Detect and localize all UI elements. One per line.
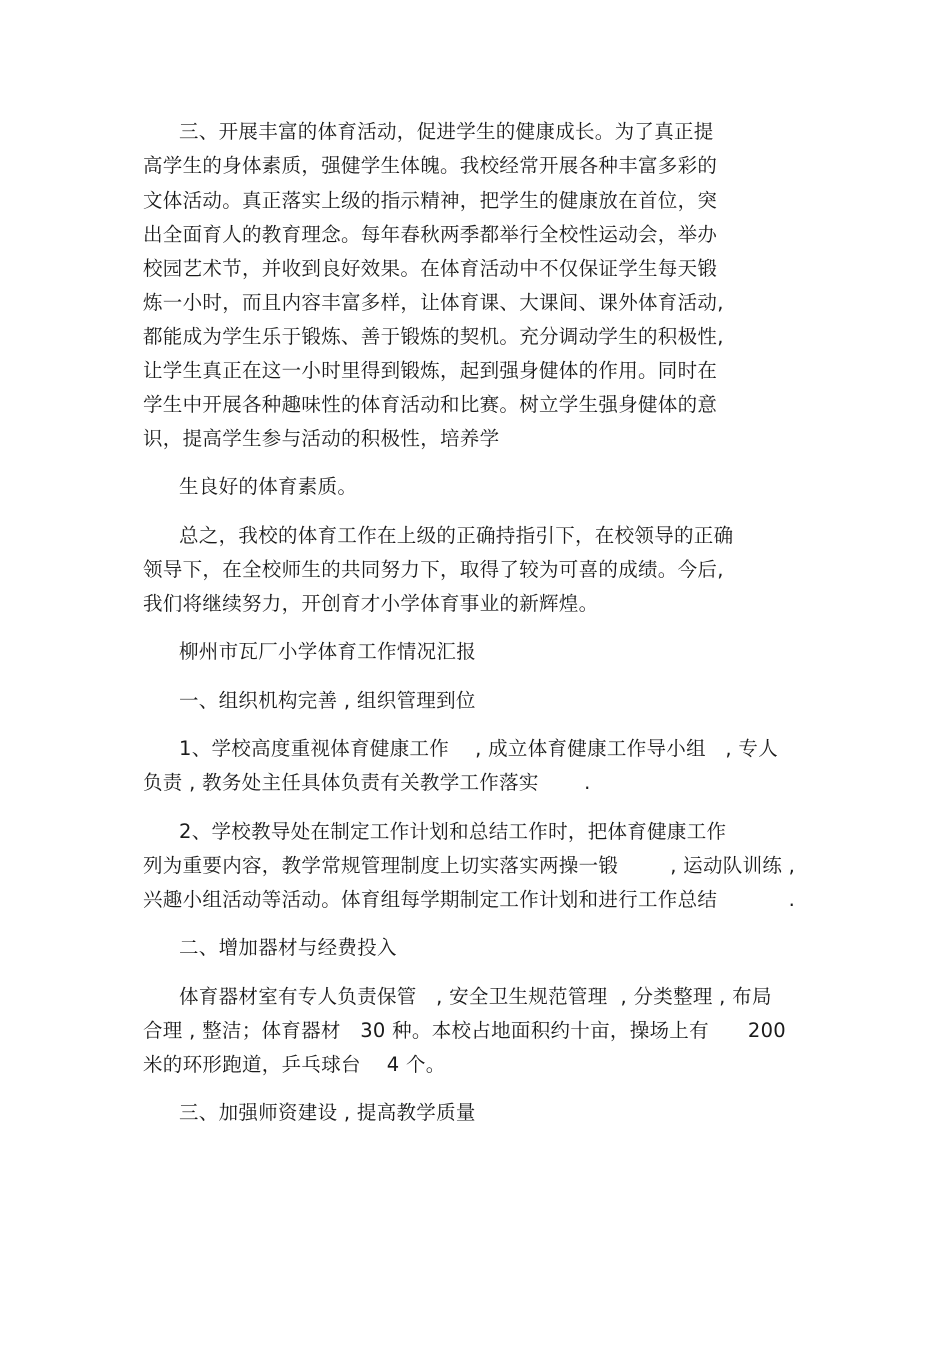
text-line: 领导下，在全校师生的共同努力下，取得了较为可喜的成绩。今后, bbox=[143, 558, 724, 581]
text-line: 高学生的身体素质，强健学生体魄。我校经常开展各种丰富多彩的 bbox=[143, 154, 718, 177]
text-line: 炼一小时，而且内容丰富多样，让体育课、大课间、课外体育活动, bbox=[143, 291, 724, 314]
text-line: 让学生真正在这一小时里得到锻炼，起到强身健体的作用。同时在 bbox=[143, 359, 718, 382]
text-line: 校园艺术节，并收到良好效果。在体育活动中不仅保证学生每天锻 bbox=[143, 257, 718, 280]
text-line: 兴趣小组活动等活动。体育组每学期制定工作计划和进行工作总结 . bbox=[143, 888, 796, 911]
text-line: 2、学校教导处在制定工作计划和总结工作时，把体育健康工作 bbox=[179, 820, 727, 843]
text-line: 我们将继续努力，开创育才小学体育事业的新辉煌。 bbox=[143, 592, 599, 615]
text-line: 合理 , 整洁；体育器材 30 种。本校占地面积约十亩，操场上有 200 bbox=[143, 1019, 787, 1042]
text-line: 学生中开展各种趣味性的体育活动和比赛。树立学生强身健体的意 bbox=[143, 393, 718, 416]
section-heading: 二、增加器材与经费投入 bbox=[179, 936, 397, 959]
text-line: 总之，我校的体育工作在上级的正确持指引下，在校领导的正确 bbox=[179, 524, 734, 547]
section-heading: 一、组织机构完善 , 组织管理到位 bbox=[179, 689, 476, 712]
text-line: 负责 , 教务处主任具体负责有关教学工作落实 . bbox=[143, 771, 591, 794]
text-line: 出全面育人的教育理念。每年春秋两季都举行全校性运动会，举办 bbox=[143, 223, 718, 246]
text-line: 文体活动。真正落实上级的指示精神，把学生的健康放在首位，突 bbox=[143, 189, 718, 212]
text-line: 生良好的体育素质。 bbox=[179, 475, 358, 498]
section-title: 柳州市瓦厂小学体育工作情况汇报 bbox=[179, 640, 477, 663]
text-line: 米的环形跑道，乒乓球台 4 个。 bbox=[143, 1053, 446, 1076]
text-line: 1、学校高度重视体育健康工作 , 成立体育健康工作导小组 , 专人 bbox=[179, 737, 778, 760]
text-line: 三、开展丰富的体育活动，促进学生的健康成长。为了真正提 bbox=[179, 120, 714, 143]
text-line: 都能成为学生乐于锻炼、善于锻炼的契机。充分调动学生的积极性, bbox=[143, 325, 724, 348]
text-line: 识，提高学生参与活动的积极性，培养学 bbox=[143, 427, 500, 450]
section-heading: 三、加强师资建设 , 提高教学质量 bbox=[179, 1101, 476, 1124]
text-line: 列为重要内容，教学常规管理制度上切实落实两操一锻 , 运动队训练 , bbox=[143, 854, 796, 877]
text-line: 体育器材室有专人负责保管 , 安全卫生规范管理 , 分类整理 , 布局 bbox=[179, 985, 772, 1008]
